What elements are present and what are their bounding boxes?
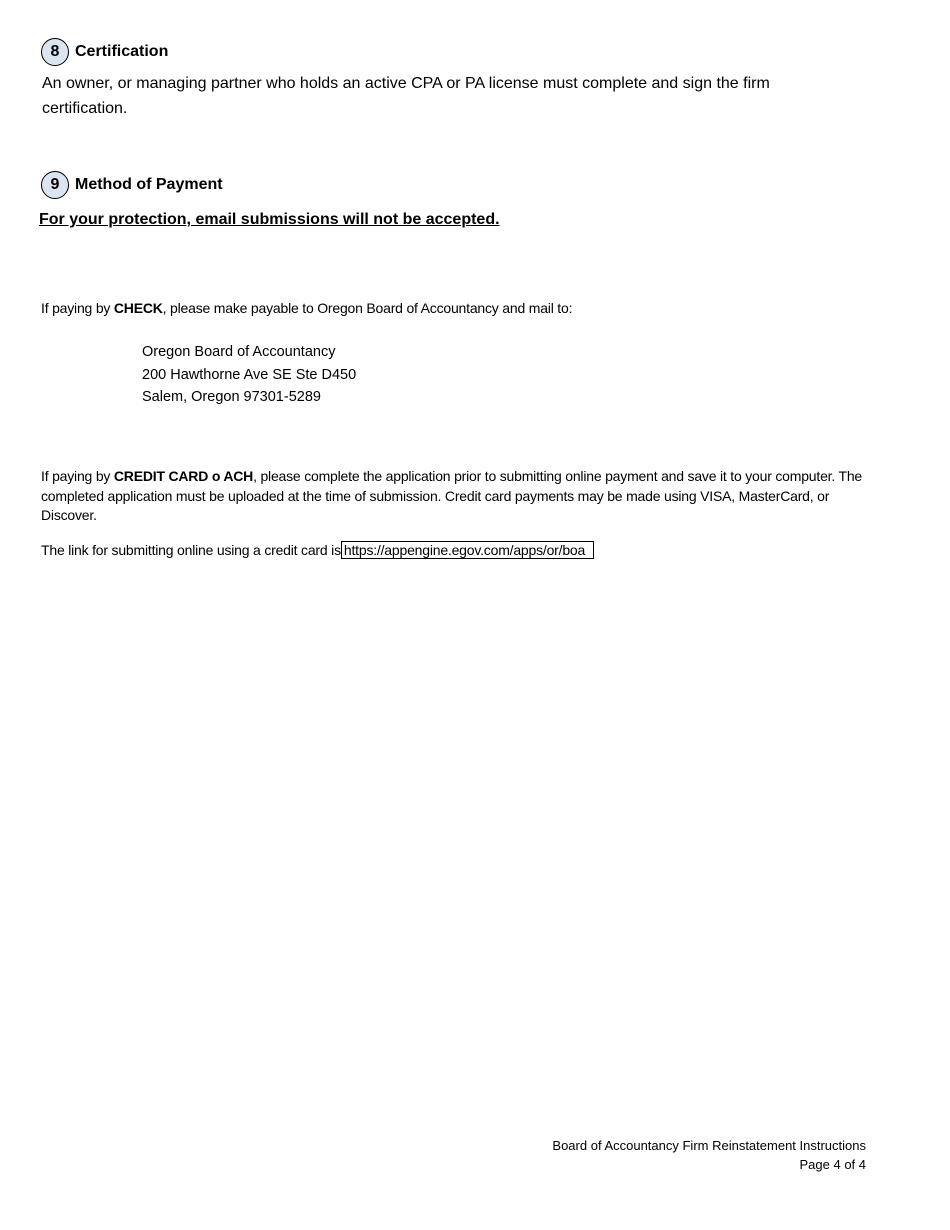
section-8-title: Certification — [75, 43, 169, 60]
check-method: CHECK — [113, 300, 163, 316]
credit-card-instructions — [41, 467, 871, 526]
section-9-title: Method of Payment — [75, 176, 223, 193]
credit-method: CREDIT CARD o ACH — [113, 468, 254, 484]
credit-prefix: If paying by — [41, 468, 114, 484]
footer-title: Board of Accountancy Firm Reinstatement Instructions — [552, 1138, 866, 1153]
link-intro: The link for submitting online using a credit card is — [41, 542, 341, 558]
page-number: Page 4 of 4 — [799, 1157, 866, 1172]
certification-text: An owner, or managing partner who holds an active CPA or PA license must complete and sign the firm certification. — [42, 75, 770, 117]
check-instructions — [41, 299, 572, 319]
email-notice: For your protection, email submissions will not be accepted. — [39, 211, 500, 228]
payment-link[interactable]: https://appengine.egov.com/apps/or/boa — [341, 541, 594, 559]
check-suffix: , please make payable to Oregon Board of Accountancy and mail to: — [162, 300, 573, 316]
mailing-address — [142, 341, 356, 409]
section-8-number-badge: 8 — [41, 38, 69, 66]
section-9-number-badge: 9 — [41, 171, 69, 199]
credit-suffix: , please complete the application prior to submitting online payment and save it to your computer. The completed application must be uploaded at the time of submission. Credit card payments may be made using VISA, MasterCard, or Discover. — [41, 468, 863, 523]
footer — [552, 1136, 866, 1174]
address-line: 200 Hawthorne Ave SE Ste D450 — [142, 366, 357, 383]
link-line — [41, 541, 594, 561]
check-prefix: If paying by — [41, 300, 114, 316]
address-line: Salem, Oregon 97301-5289 — [142, 389, 321, 405]
address-line: Oregon Board of Accountancy — [142, 344, 336, 360]
